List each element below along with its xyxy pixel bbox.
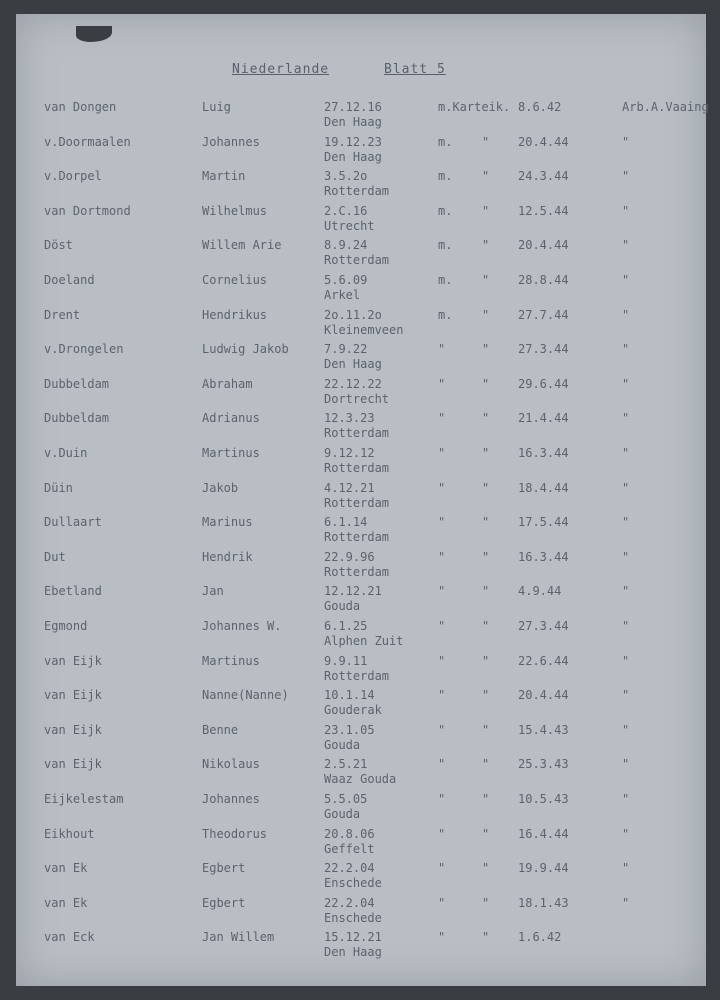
surname-cell: Düin <box>44 480 73 495</box>
destination-cell: " <box>622 619 630 633</box>
surname-cell: Ebetland <box>44 584 102 599</box>
birth-date-cell: 2o.11.2o <box>324 307 382 322</box>
first-name-cell: Jan Willem <box>202 930 275 945</box>
ditto-cell: " <box>482 238 490 253</box>
destination-cell: " <box>622 584 630 599</box>
date-cell: 16.3.44 <box>518 549 569 564</box>
first-name-cell: Martinus <box>202 653 260 668</box>
birth-date-cell: 6.1.14 <box>324 515 368 530</box>
date-cell: 19.9.44 <box>518 861 569 876</box>
category-cell: " <box>438 584 446 599</box>
surname-cell: Dut <box>44 549 66 564</box>
date-cell: 25.3.43 <box>518 757 569 772</box>
destination-cell: " <box>622 169 630 184</box>
birth-date-cell: 5.6.09 <box>324 273 368 287</box>
surname-cell: Eijkelestam <box>44 792 124 806</box>
first-name-cell: Abraham <box>202 376 253 391</box>
category-cell: m. <box>438 238 453 253</box>
ditto-cell: " <box>482 480 490 495</box>
surname-cell: Döst <box>44 238 73 253</box>
birth-place-cell: Rotterdam <box>324 668 390 683</box>
ditto-cell: " <box>482 134 490 149</box>
first-name-cell: Hendrikus <box>202 307 268 322</box>
destination-cell: " <box>622 411 630 426</box>
birth-place-cell: Rotterdam <box>324 184 390 199</box>
surname-cell: v.Doormaalen <box>44 134 131 149</box>
birth-place-cell: Dortrecht <box>324 391 390 406</box>
table-row <box>0 550 720 582</box>
first-name-cell: Nanne(Nanne) <box>202 688 289 703</box>
ditto-cell: " <box>482 515 490 530</box>
destination-cell: " <box>622 480 630 495</box>
first-name-cell: Hendrik <box>202 549 253 564</box>
category-cell: " <box>438 480 446 495</box>
table-row <box>0 896 720 928</box>
surname-cell: v.Duin <box>44 446 88 460</box>
table-row <box>0 757 720 789</box>
table-row <box>0 481 720 513</box>
category-cell: m. <box>438 169 453 184</box>
date-cell: 16.3.44 <box>518 446 569 460</box>
surname-cell: Dubbeldam <box>44 411 110 426</box>
ditto-cell: " <box>482 619 490 633</box>
date-cell: 22.6.44 <box>518 653 569 668</box>
destination-cell: " <box>622 861 630 876</box>
birth-date-cell: 19.12.23 <box>324 134 382 149</box>
table-row <box>0 308 720 340</box>
date-cell: 17.5.44 <box>518 515 569 530</box>
destination-cell: " <box>622 688 630 703</box>
category-cell: " <box>438 895 446 910</box>
birth-place-cell: Rotterdam <box>324 253 390 268</box>
category-cell: " <box>438 861 446 876</box>
date-cell: 28.8.44 <box>518 273 569 287</box>
birth-date-cell: 5.5.05 <box>324 792 368 806</box>
table-row <box>0 204 720 236</box>
ditto-cell: " <box>482 446 490 460</box>
surname-cell: Dullaart <box>44 515 102 530</box>
surname-cell: van Eck <box>44 930 95 945</box>
category-cell: " <box>438 792 446 806</box>
category-cell: " <box>438 549 446 564</box>
surname-cell: van Eijk <box>44 653 102 668</box>
destination-cell: " <box>622 826 630 841</box>
table-row <box>0 723 720 755</box>
category-cell: " <box>438 930 446 945</box>
category-cell: " <box>438 446 446 460</box>
birth-date-cell: 23.1.05 <box>324 722 375 737</box>
surname-cell: van Dortmond <box>44 203 131 218</box>
category-cell: m. <box>438 273 453 287</box>
first-name-cell: Egbert <box>202 895 246 910</box>
destination-cell: " <box>622 446 630 460</box>
birth-place-cell: Enschede <box>324 876 382 891</box>
first-name-cell: Jakob <box>202 480 239 495</box>
category-cell: " <box>438 515 446 530</box>
birth-place-cell: Gouderak <box>324 703 382 718</box>
birth-place-cell: Waaz Gouda <box>324 772 397 787</box>
ditto-cell: " <box>482 584 490 599</box>
surname-cell: van Ek <box>44 895 88 910</box>
first-name-cell: Willem Arie <box>202 238 282 253</box>
date-cell: 18.4.44 <box>518 480 569 495</box>
surname-cell: Dubbeldam <box>44 376 110 391</box>
ditto-cell: " <box>482 826 490 841</box>
date-cell: 4.9.44 <box>518 584 562 599</box>
category-cell: " <box>438 722 446 737</box>
date-cell: 20.4.44 <box>518 134 569 149</box>
ditto-cell: " <box>482 376 490 391</box>
birth-date-cell: 22.12.22 <box>324 376 382 391</box>
birth-date-cell: 7.9.22 <box>324 342 368 357</box>
table-row <box>0 930 720 962</box>
surname-cell: v.Drongelen <box>44 342 124 357</box>
first-name-cell: Martinus <box>202 446 260 460</box>
category-cell: m. <box>438 307 453 322</box>
ditto-cell: " <box>482 757 490 772</box>
destination-cell: " <box>622 515 630 530</box>
first-name-cell: Martin <box>202 169 246 184</box>
surname-cell: Drent <box>44 307 81 322</box>
first-name-cell: Johannes <box>202 792 260 806</box>
ditto-cell: " <box>482 411 490 426</box>
birth-place-cell: Geffelt <box>324 841 375 856</box>
birth-date-cell: 12.3.23 <box>324 411 375 426</box>
table-row <box>0 792 720 824</box>
table-row <box>0 342 720 374</box>
surname-cell: Doeland <box>44 273 95 287</box>
ditto-cell: " <box>482 688 490 703</box>
first-name-cell: Egbert <box>202 861 246 876</box>
first-name-cell: Wilhelmus <box>202 203 268 218</box>
date-cell: 21.4.44 <box>518 411 569 426</box>
category-cell: " <box>438 757 446 772</box>
ditto-cell: " <box>482 203 490 218</box>
birth-date-cell: 8.9.24 <box>324 238 368 253</box>
ditto-cell: " <box>482 653 490 668</box>
birth-date-cell: 9.9.11 <box>324 653 368 668</box>
table-row <box>0 619 720 651</box>
table-row <box>0 377 720 409</box>
destination-cell: " <box>622 549 630 564</box>
surname-cell: van Eijk <box>44 722 102 737</box>
first-name-cell: Jan <box>202 584 224 599</box>
date-cell: 29.6.44 <box>518 376 569 391</box>
first-name-cell: Johannes W. <box>202 619 282 633</box>
category-cell: " <box>438 826 446 841</box>
table-row <box>0 238 720 270</box>
table-row <box>0 446 720 478</box>
birth-place-cell: Gouda <box>324 737 361 752</box>
surname-cell: van Eijk <box>44 688 102 703</box>
destination-cell: " <box>622 342 630 357</box>
date-cell: 20.4.44 <box>518 688 569 703</box>
ditto-cell: " <box>482 169 490 184</box>
birth-place-cell: Gouda <box>324 807 361 821</box>
list-title: Niederlande <box>232 62 330 77</box>
date-cell: 12.5.44 <box>518 203 569 218</box>
date-cell: 1.6.42 <box>518 930 562 945</box>
date-cell: 24.3.44 <box>518 169 569 184</box>
table-row <box>0 654 720 686</box>
date-cell: 16.4.44 <box>518 826 569 841</box>
destination-cell: " <box>622 376 630 391</box>
birth-date-cell: 2.5.21 <box>324 757 368 772</box>
destination-cell: " <box>622 653 630 668</box>
birth-date-cell: 6.1.25 <box>324 619 368 633</box>
category-cell: m.Karteik. <box>438 100 511 114</box>
birth-place-cell: Arkel <box>324 288 361 302</box>
ditto-cell: " <box>482 307 490 322</box>
category-cell: " <box>438 619 446 633</box>
birth-place-cell: Alphen Zuit <box>324 634 404 648</box>
destination-cell: " <box>622 238 630 253</box>
table-row <box>0 169 720 201</box>
birth-place-cell: Rotterdam <box>324 564 390 579</box>
ditto-cell: " <box>482 273 490 287</box>
first-name-cell: Cornelius <box>202 273 268 287</box>
destination-cell: " <box>622 134 630 149</box>
birth-place-cell: Gouda <box>324 599 361 614</box>
first-name-cell: Luig <box>202 100 231 114</box>
category-cell: m. <box>438 203 453 218</box>
table-row <box>0 273 720 305</box>
birth-date-cell: 20.8.06 <box>324 826 375 841</box>
birth-place-cell: Den Haag <box>324 357 382 372</box>
date-cell: 8.6.42 <box>518 100 562 114</box>
ditto-cell: " <box>482 722 490 737</box>
sheet-number: Blatt 5 <box>384 62 446 77</box>
birth-date-cell: 9.12.12 <box>324 446 375 460</box>
ditto-cell: " <box>482 861 490 876</box>
birth-place-cell: Enschede <box>324 910 382 925</box>
ditto-cell: " <box>482 930 490 945</box>
birth-place-cell: Rotterdam <box>324 426 390 441</box>
birth-place-cell: Rotterdam <box>324 495 390 510</box>
table-row <box>0 135 720 167</box>
ditto-cell: " <box>482 342 490 357</box>
date-cell: 27.7.44 <box>518 307 569 322</box>
table-row <box>0 827 720 859</box>
destination-cell: " <box>622 895 630 910</box>
table-row <box>0 411 720 443</box>
date-cell: 20.4.44 <box>518 238 569 253</box>
table-row <box>0 688 720 720</box>
birth-place-cell: Kleinemveen <box>324 322 404 337</box>
surname-cell: Egmond <box>44 619 88 633</box>
first-name-cell: Johannes <box>202 134 260 149</box>
birth-date-cell: 22.2.04 <box>324 895 375 910</box>
table-row <box>0 100 720 132</box>
destination-cell: " <box>622 757 630 772</box>
first-name-cell: Nikolaus <box>202 757 260 772</box>
birth-date-cell: 27.12.16 <box>324 100 382 114</box>
birth-place-cell: Rotterdam <box>324 530 390 545</box>
first-name-cell: Theodorus <box>202 826 268 841</box>
birth-date-cell: 4.12.21 <box>324 480 375 495</box>
birth-place-cell: Rotterdam <box>324 461 390 475</box>
table-row <box>0 861 720 893</box>
category-cell: " <box>438 376 446 391</box>
surname-cell: van Dongen <box>44 100 117 114</box>
birth-date-cell: 10.1.14 <box>324 688 375 703</box>
destination-cell: " <box>622 307 630 322</box>
destination-cell: " <box>622 203 630 218</box>
date-cell: 15.4.43 <box>518 722 569 737</box>
date-cell: 27.3.44 <box>518 342 569 357</box>
birth-date-cell: 15.12.21 <box>324 930 382 945</box>
first-name-cell: Marinus <box>202 515 253 530</box>
birth-date-cell: 12.12.21 <box>324 584 382 599</box>
first-name-cell: Benne <box>202 722 239 737</box>
destination-cell: Arb.A.Vaaing <box>622 100 709 114</box>
date-cell: 27.3.44 <box>518 619 569 633</box>
first-name-cell: Adrianus <box>202 411 260 426</box>
birth-place-cell: Den Haag <box>324 149 382 164</box>
birth-place-cell: Den Haag <box>324 115 382 129</box>
birth-date-cell: 3.5.2o <box>324 169 368 184</box>
destination-cell: " <box>622 792 630 806</box>
surname-cell: van Eijk <box>44 757 102 772</box>
surname-cell: v.Dorpel <box>44 169 102 184</box>
ditto-cell: " <box>482 549 490 564</box>
date-cell: 10.5.43 <box>518 792 569 806</box>
table-row <box>0 515 720 547</box>
category-cell: m. <box>438 134 453 149</box>
surname-cell: Eikhout <box>44 826 95 841</box>
birth-date-cell: 22.2.04 <box>324 861 375 876</box>
date-cell: 18.1.43 <box>518 895 569 910</box>
ditto-cell: " <box>482 792 490 806</box>
ditto-cell: " <box>482 895 490 910</box>
first-name-cell: Ludwig Jakob <box>202 342 289 357</box>
birth-date-cell: 2.C.16 <box>324 203 368 218</box>
destination-cell: " <box>622 273 630 287</box>
destination-cell: " <box>622 722 630 737</box>
category-cell: " <box>438 342 446 357</box>
category-cell: " <box>438 411 446 426</box>
table-row <box>0 584 720 616</box>
surname-cell: van Ek <box>44 861 88 876</box>
category-cell: " <box>438 653 446 668</box>
birth-date-cell: 22.9.96 <box>324 549 375 564</box>
birth-place-cell: Utrecht <box>324 218 375 233</box>
birth-place-cell: Den Haag <box>324 945 382 960</box>
category-cell: " <box>438 688 446 703</box>
torn-corner <box>76 26 112 42</box>
